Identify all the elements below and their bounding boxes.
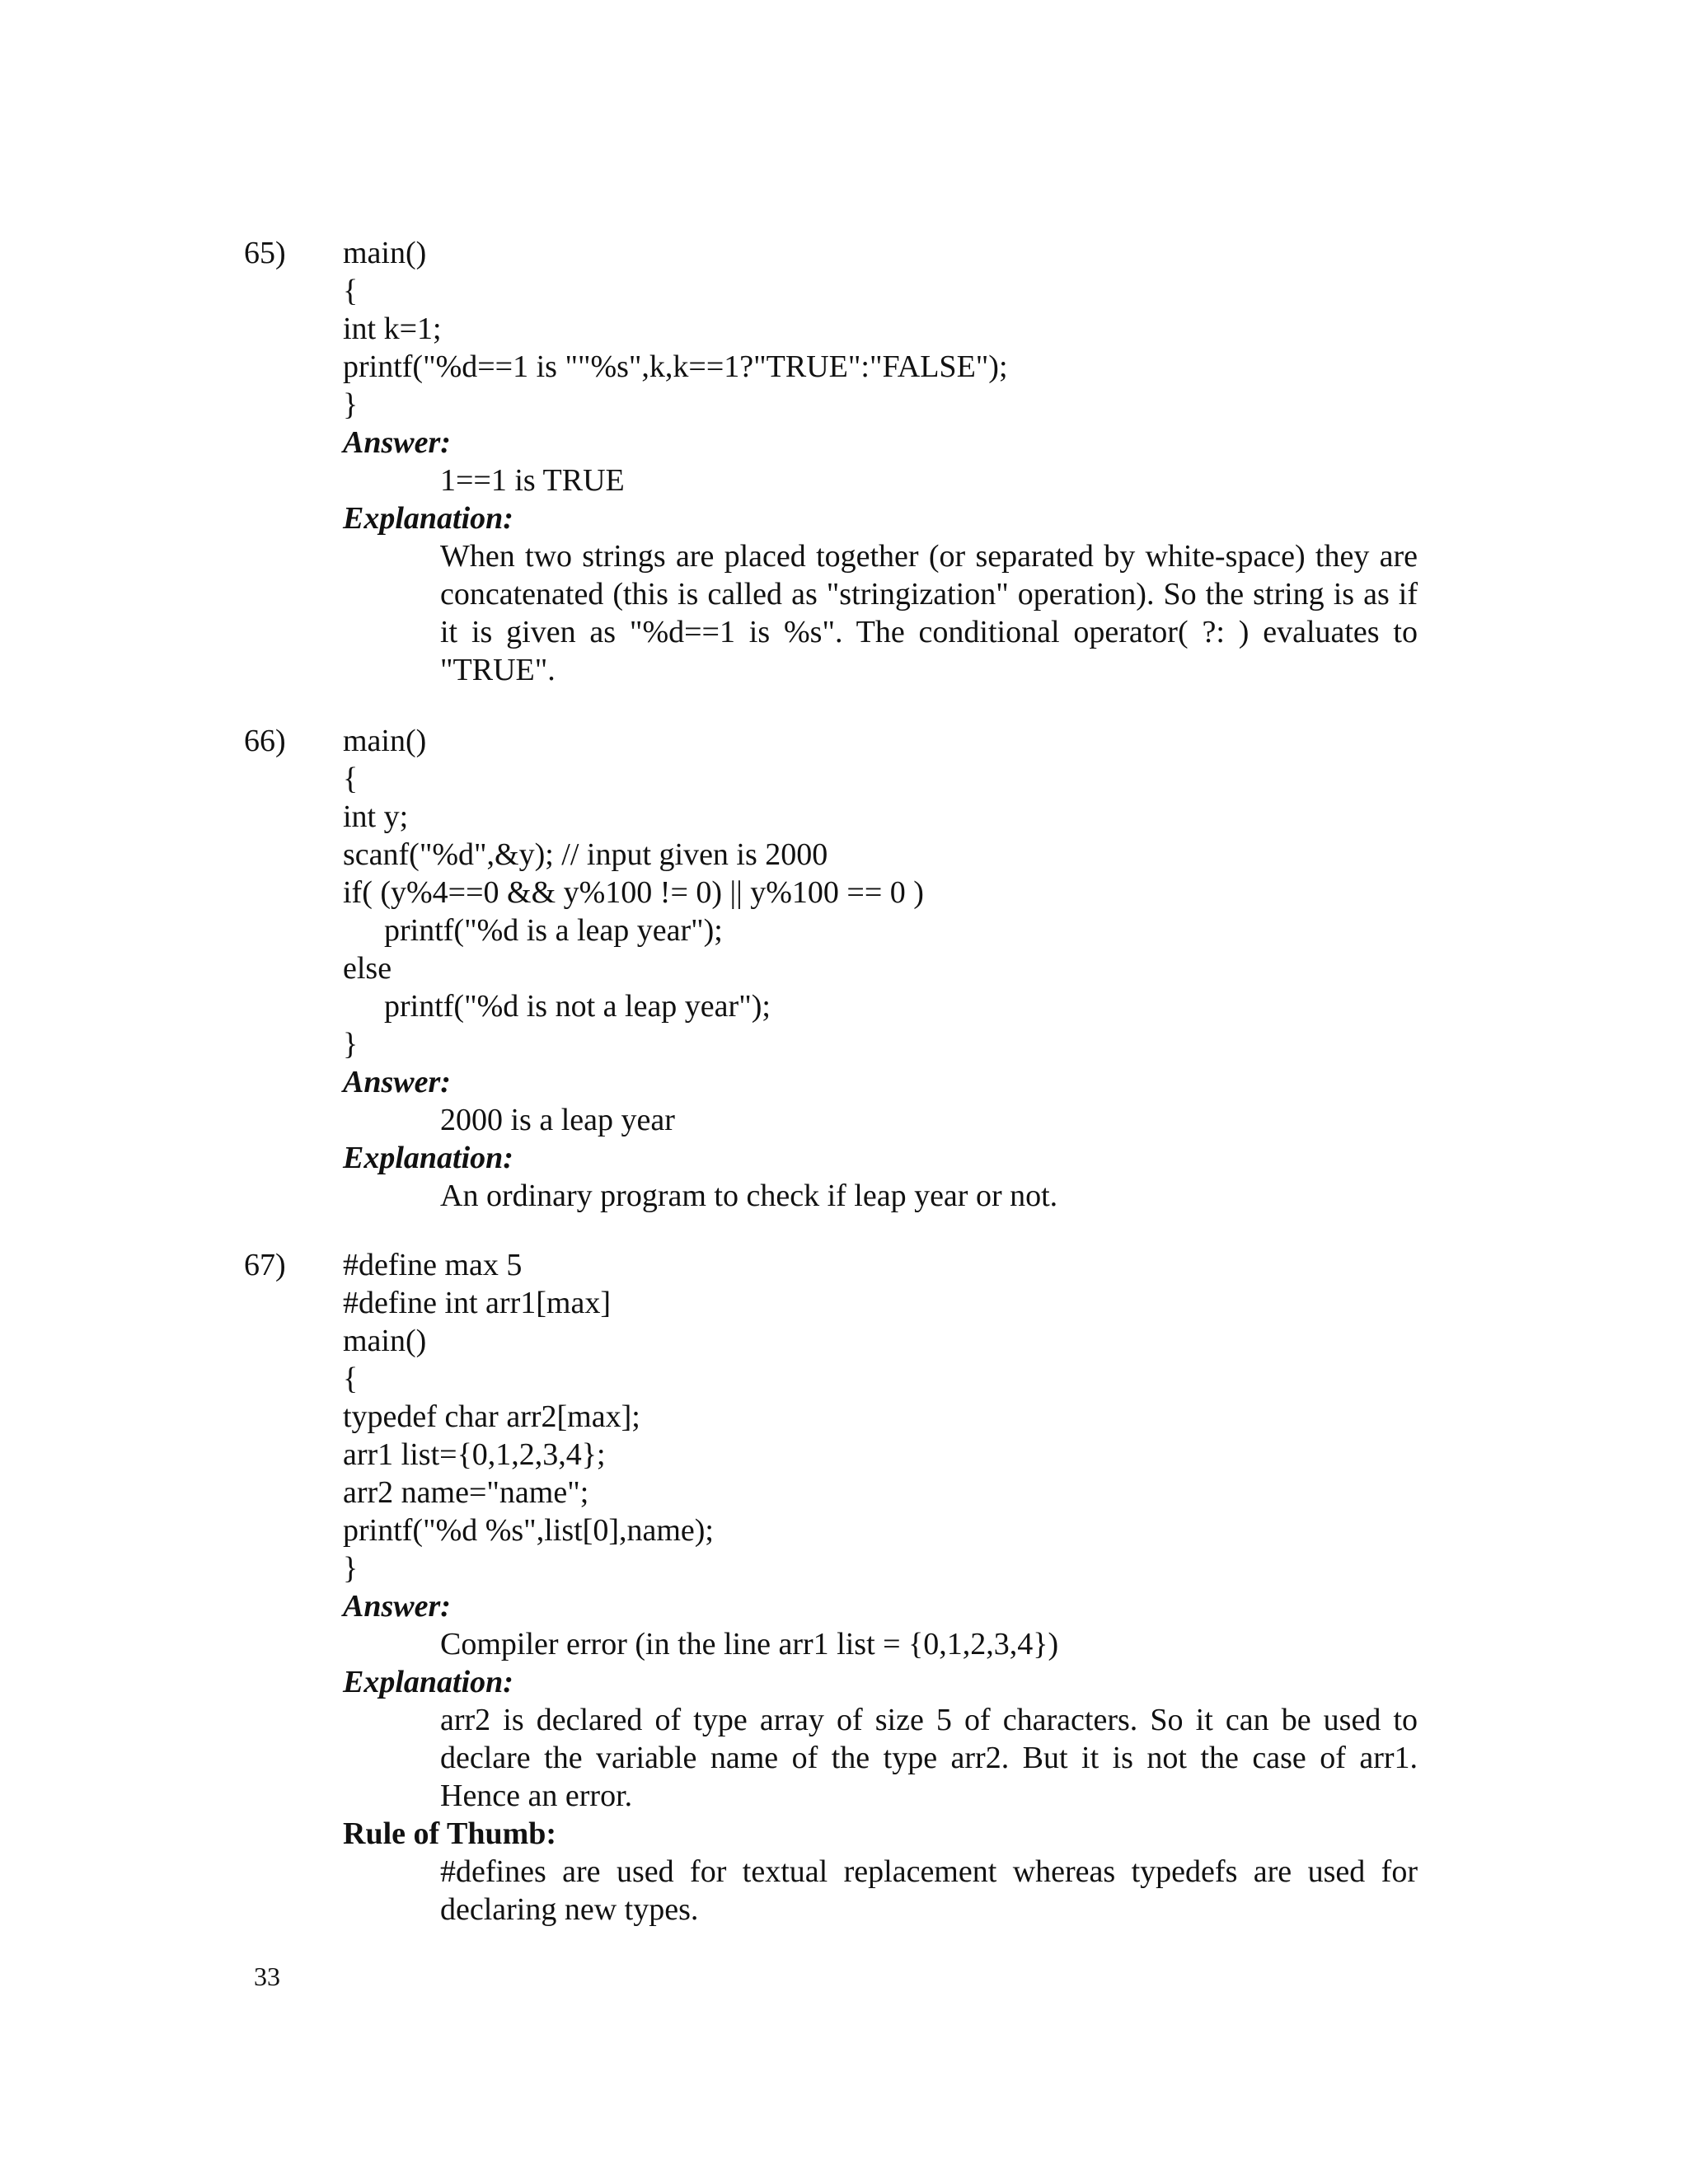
- question-number: 67): [244, 1248, 286, 1282]
- explanation-label: Explanation:: [343, 1141, 513, 1175]
- code-line: {: [343, 762, 359, 796]
- explanation-label: Explanation:: [343, 1665, 513, 1699]
- code-line: printf("%d is not a leap year");: [384, 989, 771, 1024]
- code-line: {: [343, 1361, 359, 1396]
- code-line: else: [343, 951, 392, 986]
- explanation-label: Explanation:: [343, 501, 513, 536]
- code-line: printf("%d %s",list[0],name);: [343, 1513, 714, 1548]
- code-line: main(): [343, 724, 427, 758]
- rule-of-thumb-label: Rule of Thumb:: [343, 1816, 557, 1851]
- code-line: {: [343, 274, 359, 308]
- code-line: #define max 5: [343, 1248, 523, 1282]
- code-line: typedef char arr2[max];: [343, 1399, 640, 1434]
- page-number: 33: [254, 1961, 280, 1991]
- code-line: int k=1;: [343, 312, 442, 346]
- answer-text: Compiler error (in the line arr1 list = {0,1,2,3,4}): [440, 1627, 1059, 1661]
- explanation-text: An ordinary program to check if leap year or not.: [440, 1179, 1058, 1213]
- code-line: main(): [343, 236, 427, 270]
- code-line: arr1 list={0,1,2,3,4};: [343, 1437, 606, 1472]
- code-line: arr2 name="name";: [343, 1475, 589, 1510]
- explanation-text: arr2 is declared of type array of size 5 of characters. So it can be used to declare the variable name of the type arr2. But it is not the case of arr1. Hence an error.: [440, 1703, 1418, 1813]
- answer-text: 1==1 is TRUE: [440, 463, 625, 498]
- code-line: scanf("%d",&y); // input given is 2000: [343, 837, 828, 872]
- answer-label: Answer:: [343, 1589, 451, 1624]
- code-line: }: [343, 1027, 359, 1062]
- question-number: 66): [244, 724, 286, 758]
- code-line: #define int arr1[max]: [343, 1286, 611, 1320]
- question-number: 65): [244, 236, 286, 270]
- code-line: printf("%d==1 is ""%s",k,k==1?"TRUE":"FALSE");: [343, 349, 1008, 384]
- code-line: main(): [343, 1324, 427, 1358]
- answer-label: Answer:: [343, 425, 451, 460]
- code-line: printf("%d is a leap year");: [384, 913, 723, 948]
- rule-of-thumb-text: #defines are used for textual replacement whereas typedefs are used for declaring new types.: [440, 1854, 1418, 1927]
- code-line: int y;: [343, 799, 409, 834]
- code-line: }: [343, 387, 359, 422]
- answer-text: 2000 is a leap year: [440, 1103, 675, 1137]
- explanation-text: When two strings are placed together (or separated by white-space) they are concatenated (this is called as "stringization" operation). So the string is as if it is given as "%d==1 is %s". The conditional operator( ?: ) evaluates to "TRUE".: [440, 539, 1418, 687]
- code-line: }: [343, 1551, 359, 1586]
- code-line: if( (y%4==0 && y%100 != 0) || y%100 == 0 ): [343, 875, 924, 910]
- answer-label: Answer:: [343, 1065, 451, 1099]
